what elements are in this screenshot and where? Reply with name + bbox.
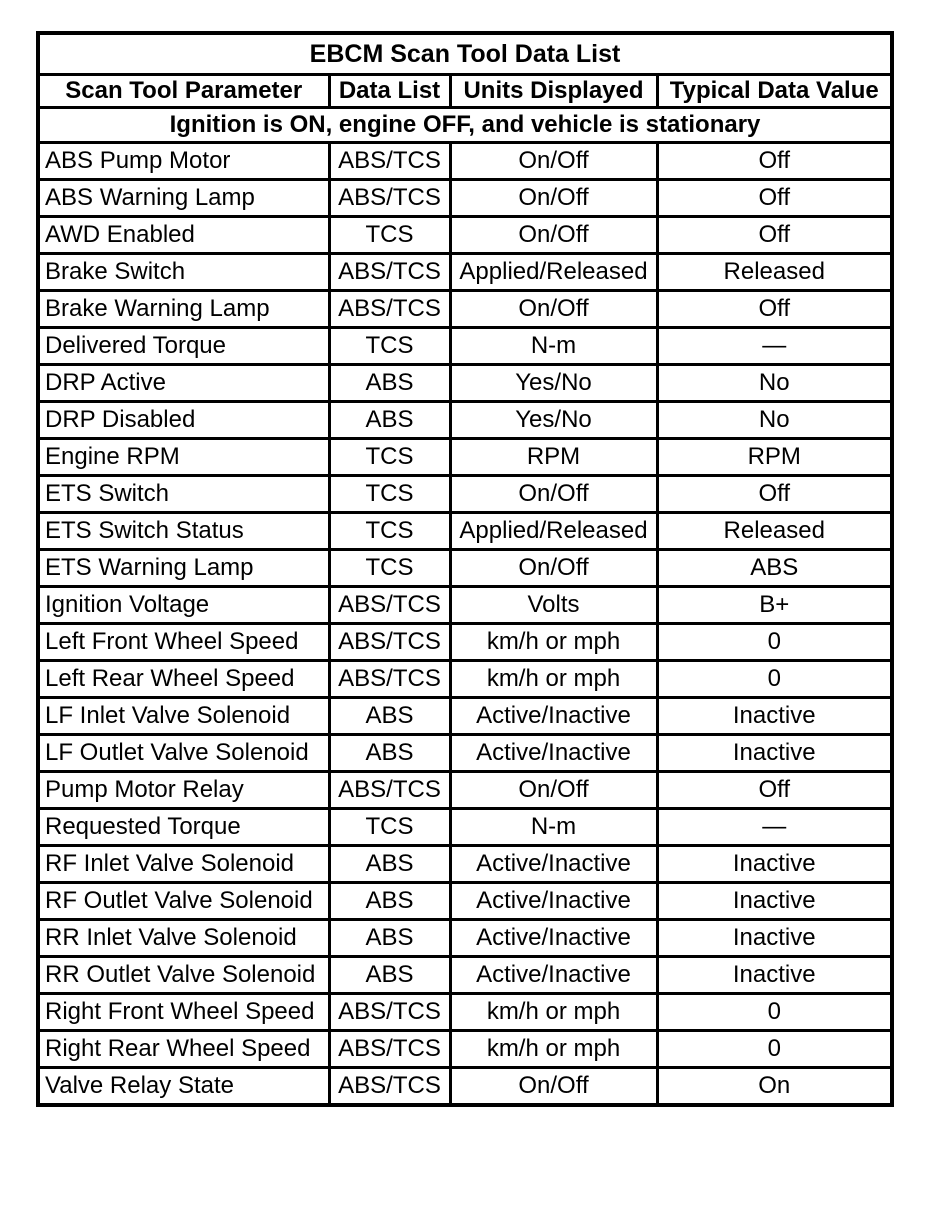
- cell-data-list: TCS: [329, 439, 450, 476]
- table-row: [38, 698, 892, 735]
- cell-typical-value: Off: [657, 217, 892, 254]
- cell-units: Active/Inactive: [450, 735, 657, 772]
- table-row: [38, 772, 892, 809]
- cell-typical-value: 0: [657, 661, 892, 698]
- cell-data-list: ABS/TCS: [329, 772, 450, 809]
- cell-units: km/h or mph: [450, 624, 657, 661]
- cell-units: On/Off: [450, 217, 657, 254]
- cell-parameter: DRP Active: [38, 365, 329, 402]
- cell-data-list: ABS: [329, 365, 450, 402]
- cell-typical-value: No: [657, 402, 892, 439]
- table-row: [38, 180, 892, 217]
- cell-units: Applied/Released: [450, 513, 657, 550]
- cell-typical-value: 0: [657, 1031, 892, 1068]
- cell-units: km/h or mph: [450, 1031, 657, 1068]
- cell-data-list: ABS: [329, 920, 450, 957]
- cell-data-list: TCS: [329, 217, 450, 254]
- table-row: [38, 587, 892, 624]
- cell-typical-value: Off: [657, 143, 892, 180]
- cell-units: On/Off: [450, 476, 657, 513]
- cell-typical-value: 0: [657, 994, 892, 1031]
- cell-units: On/Off: [450, 291, 657, 328]
- cell-units: Yes/No: [450, 402, 657, 439]
- cell-typical-value: ABS: [657, 550, 892, 587]
- cell-parameter: ETS Switch: [38, 476, 329, 513]
- condition-row: [38, 108, 892, 143]
- cell-typical-value: Released: [657, 254, 892, 291]
- table-row: [38, 883, 892, 920]
- table-row: [38, 217, 892, 254]
- cell-parameter: Brake Switch: [38, 254, 329, 291]
- cell-typical-value: Off: [657, 291, 892, 328]
- cell-data-list: ABS/TCS: [329, 1031, 450, 1068]
- cell-units: Yes/No: [450, 365, 657, 402]
- table-row: [38, 254, 892, 291]
- table-title: EBCM Scan Tool Data List: [38, 33, 892, 75]
- cell-typical-value: Released: [657, 513, 892, 550]
- cell-typical-value: Inactive: [657, 920, 892, 957]
- cell-data-list: ABS/TCS: [329, 661, 450, 698]
- cell-parameter: RR Outlet Valve Solenoid: [38, 957, 329, 994]
- table-row: [38, 439, 892, 476]
- table-row: [38, 513, 892, 550]
- cell-parameter: Engine RPM: [38, 439, 329, 476]
- cell-parameter: RF Outlet Valve Solenoid: [38, 883, 329, 920]
- cell-units: km/h or mph: [450, 994, 657, 1031]
- cell-parameter: AWD Enabled: [38, 217, 329, 254]
- cell-typical-value: —: [657, 809, 892, 846]
- table-row: [38, 291, 892, 328]
- cell-typical-value: —: [657, 328, 892, 365]
- cell-data-list: ABS/TCS: [329, 291, 450, 328]
- table-row: [38, 994, 892, 1031]
- cell-units: Active/Inactive: [450, 698, 657, 735]
- cell-units: N-m: [450, 809, 657, 846]
- cell-units: Active/Inactive: [450, 920, 657, 957]
- cell-parameter: Delivered Torque: [38, 328, 329, 365]
- cell-parameter: Valve Relay State: [38, 1068, 329, 1106]
- cell-data-list: TCS: [329, 809, 450, 846]
- cell-parameter: ETS Warning Lamp: [38, 550, 329, 587]
- cell-units: N-m: [450, 328, 657, 365]
- column-header-data-list: Data List: [329, 75, 450, 108]
- cell-data-list: ABS: [329, 735, 450, 772]
- cell-units: Applied/Released: [450, 254, 657, 291]
- table-row: [38, 735, 892, 772]
- cell-typical-value: Off: [657, 772, 892, 809]
- cell-units: Active/Inactive: [450, 846, 657, 883]
- cell-typical-value: Inactive: [657, 735, 892, 772]
- cell-data-list: ABS/TCS: [329, 180, 450, 217]
- cell-data-list: TCS: [329, 328, 450, 365]
- cell-parameter: ETS Switch Status: [38, 513, 329, 550]
- cell-parameter: Requested Torque: [38, 809, 329, 846]
- cell-units: Active/Inactive: [450, 883, 657, 920]
- cell-data-list: TCS: [329, 476, 450, 513]
- cell-data-list: ABS: [329, 957, 450, 994]
- table-row: [38, 328, 892, 365]
- table-row: [38, 143, 892, 180]
- cell-parameter: Brake Warning Lamp: [38, 291, 329, 328]
- column-header-scan-tool-parameter: Scan Tool Parameter: [38, 75, 329, 108]
- table-row: [38, 402, 892, 439]
- cell-units: On/Off: [450, 1068, 657, 1106]
- cell-typical-value: Off: [657, 180, 892, 217]
- cell-data-list: ABS/TCS: [329, 994, 450, 1031]
- cell-parameter: Left Rear Wheel Speed: [38, 661, 329, 698]
- cell-typical-value: Inactive: [657, 846, 892, 883]
- cell-typical-value: Inactive: [657, 957, 892, 994]
- column-header-typical-data-value: Typical Data Value: [657, 75, 892, 108]
- cell-data-list: ABS: [329, 698, 450, 735]
- cell-data-list: ABS: [329, 883, 450, 920]
- cell-data-list: ABS/TCS: [329, 254, 450, 291]
- cell-parameter: RF Inlet Valve Solenoid: [38, 846, 329, 883]
- cell-data-list: ABS: [329, 402, 450, 439]
- cell-parameter: ABS Pump Motor: [38, 143, 329, 180]
- cell-data-list: ABS: [329, 846, 450, 883]
- cell-data-list: TCS: [329, 513, 450, 550]
- cell-parameter: Right Front Wheel Speed: [38, 994, 329, 1031]
- cell-typical-value: Inactive: [657, 698, 892, 735]
- cell-parameter: RR Inlet Valve Solenoid: [38, 920, 329, 957]
- cell-units: On/Off: [450, 143, 657, 180]
- table-row: [38, 476, 892, 513]
- column-header-units-displayed: Units Displayed: [450, 75, 657, 108]
- table-row: [38, 365, 892, 402]
- cell-typical-value: On: [657, 1068, 892, 1106]
- table-row: [38, 846, 892, 883]
- ebcm-scan-tool-data-table: [36, 31, 894, 1107]
- table-row: [38, 809, 892, 846]
- column-header-row: [38, 75, 892, 108]
- cell-units: km/h or mph: [450, 661, 657, 698]
- cell-parameter: LF Outlet Valve Solenoid: [38, 735, 329, 772]
- cell-parameter: Right Rear Wheel Speed: [38, 1031, 329, 1068]
- cell-data-list: ABS/TCS: [329, 624, 450, 661]
- cell-units: RPM: [450, 439, 657, 476]
- table-body: [38, 143, 892, 1106]
- table-row: [38, 624, 892, 661]
- cell-units: On/Off: [450, 550, 657, 587]
- cell-parameter: DRP Disabled: [38, 402, 329, 439]
- cell-parameter: Left Front Wheel Speed: [38, 624, 329, 661]
- cell-data-list: ABS/TCS: [329, 143, 450, 180]
- cell-units: On/Off: [450, 180, 657, 217]
- cell-typical-value: Off: [657, 476, 892, 513]
- table-row: [38, 1031, 892, 1068]
- cell-parameter: Ignition Voltage: [38, 587, 329, 624]
- table-row: [38, 920, 892, 957]
- table-title-row: [38, 33, 892, 75]
- cell-units: On/Off: [450, 772, 657, 809]
- cell-typical-value: B+: [657, 587, 892, 624]
- cell-data-list: ABS/TCS: [329, 1068, 450, 1106]
- cell-typical-value: Inactive: [657, 883, 892, 920]
- cell-data-list: ABS/TCS: [329, 587, 450, 624]
- cell-parameter: ABS Warning Lamp: [38, 180, 329, 217]
- table-row: [38, 661, 892, 698]
- table-row: [38, 1068, 892, 1106]
- condition-text: Ignition is ON, engine OFF, and vehicle is stationary: [38, 108, 892, 143]
- cell-parameter: Pump Motor Relay: [38, 772, 329, 809]
- cell-units: Active/Inactive: [450, 957, 657, 994]
- table-row: [38, 957, 892, 994]
- cell-typical-value: No: [657, 365, 892, 402]
- cell-parameter: LF Inlet Valve Solenoid: [38, 698, 329, 735]
- table-row: [38, 550, 892, 587]
- cell-data-list: TCS: [329, 550, 450, 587]
- cell-typical-value: 0: [657, 624, 892, 661]
- cell-typical-value: RPM: [657, 439, 892, 476]
- cell-units: Volts: [450, 587, 657, 624]
